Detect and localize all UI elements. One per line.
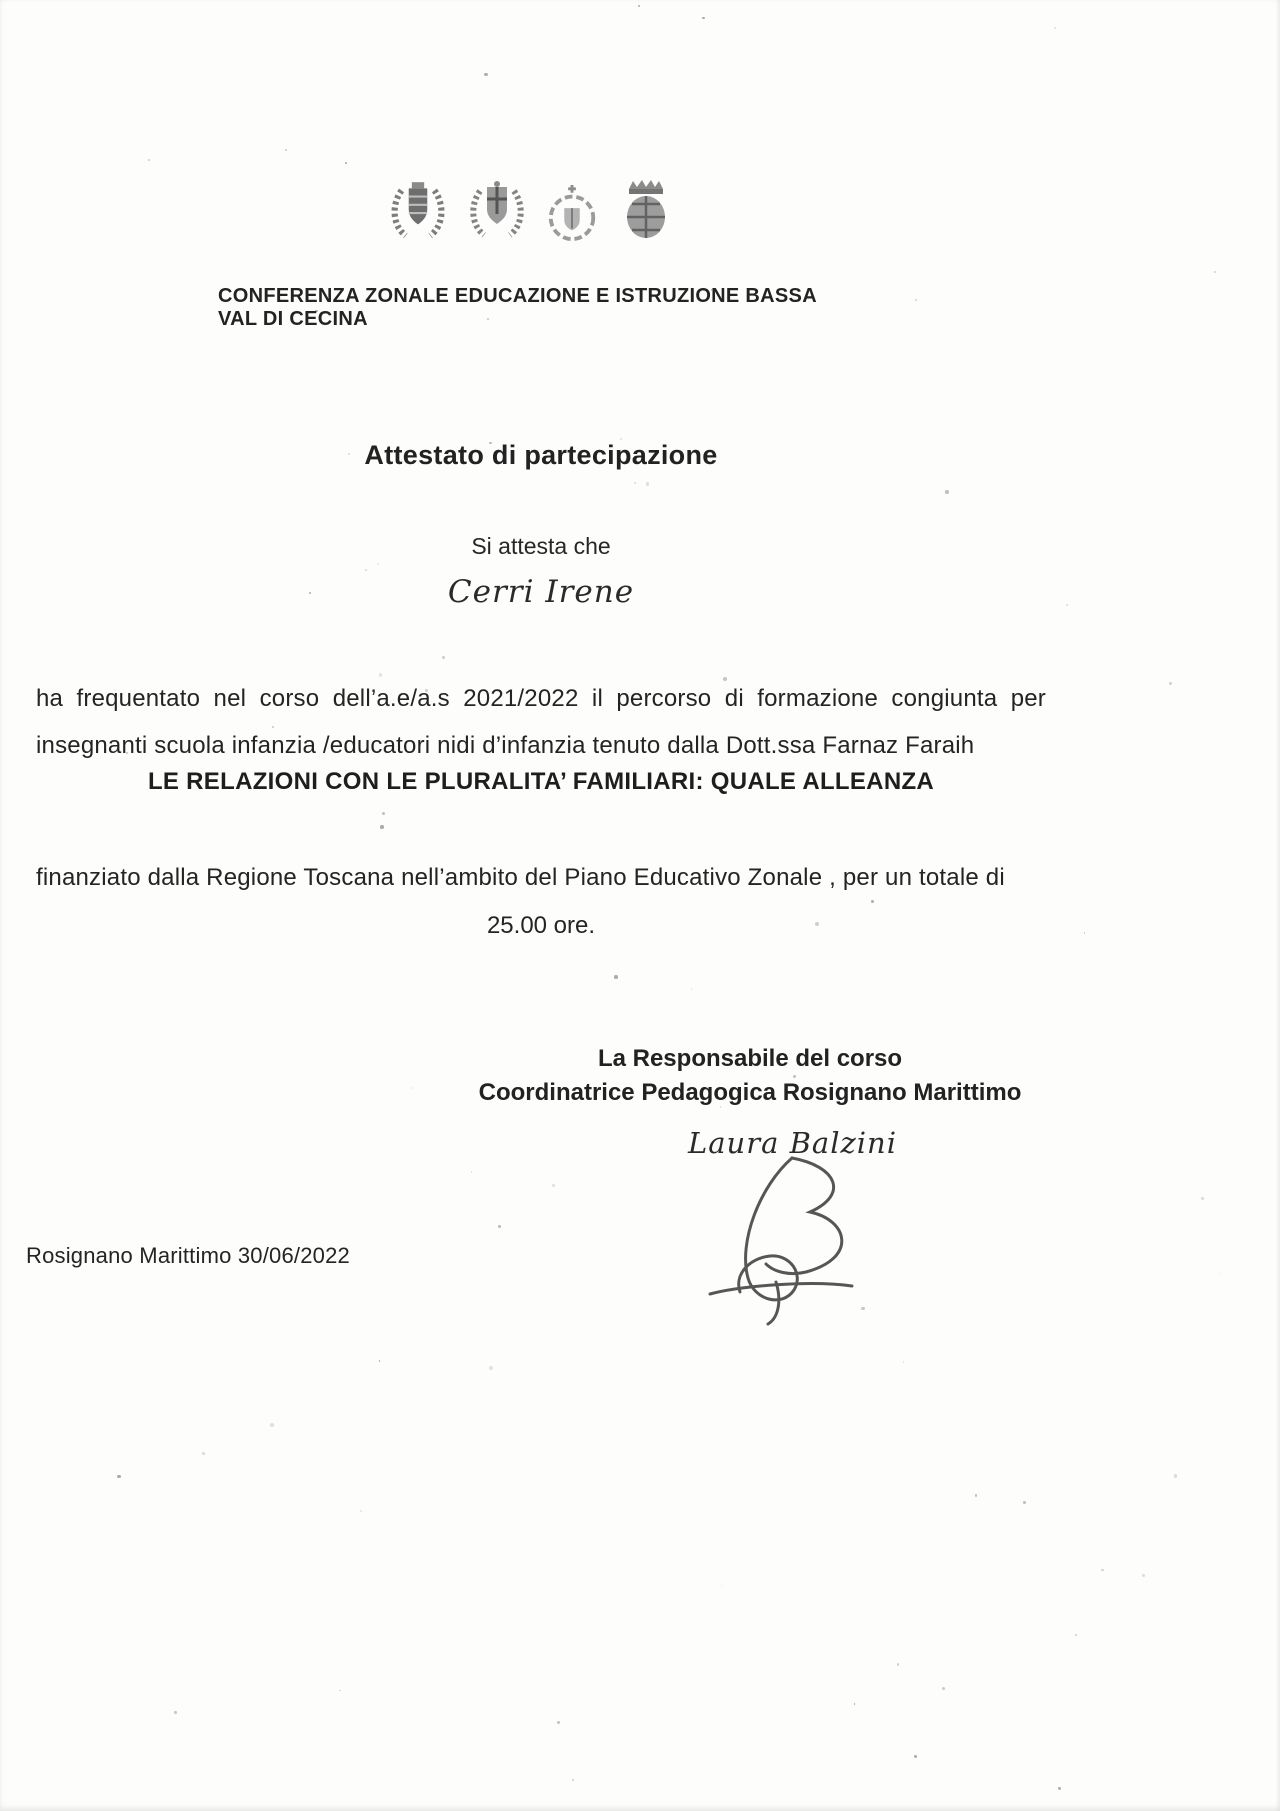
scan-speck: [897, 1663, 900, 1666]
scan-speck: [638, 5, 640, 7]
scan-speck: [1142, 1574, 1145, 1577]
scan-speck: [903, 1361, 905, 1363]
scan-speck: [915, 299, 917, 301]
handwritten-signature-scribble-icon: [690, 1152, 870, 1332]
scan-speck: [572, 1779, 574, 1781]
signature-block: [430, 1042, 1070, 1110]
funding-paragraph: finanziato dalla Regione Toscana nell’ambito del Piano Educativo Zonale , per un totale di: [36, 864, 1005, 891]
scan-speck: [489, 1366, 493, 1370]
recipient-name: Cerri Irene: [447, 574, 635, 610]
scan-speck: [614, 975, 617, 978]
signature-role-line1: La Responsabile del corso: [597, 1045, 903, 1072]
scan-speck: [557, 1721, 560, 1724]
scan-speck: [339, 1690, 341, 1692]
scan-speck: [442, 656, 445, 659]
scan-speck: [1169, 682, 1171, 684]
certificate-body-paragraph: ha frequentato nel corso dell’a.e/a.s 2021/2022 il percorso di formazione congiunta per insegnanti scuola infanzia /educatori nidi d’infanzia tenuto dalla Dott.ssa Farnaz Faraih: [36, 685, 1046, 759]
scan-speck: [471, 1171, 473, 1173]
scan-speck: [1084, 932, 1086, 934]
scan-speck: [285, 149, 287, 151]
crowned-coat-of-arms-icon: [615, 176, 677, 251]
laurel-wreath-shield-icon: [465, 176, 529, 251]
scan-speck: [691, 988, 692, 989]
certificate-title: Attestato di partecipazione: [364, 440, 718, 470]
signature-name: Laura Balzini: [688, 1126, 897, 1160]
scan-speck: [117, 1475, 120, 1478]
scan-speck: [379, 1360, 380, 1361]
scan-speck: [646, 482, 650, 486]
scan-speck: [498, 1225, 501, 1228]
laurel-wreath-coat-of-arms-icon: [385, 176, 451, 251]
organization-title: CONFERENZA ZONALE EDUCAZIONE E ISTRUZIONE BASSA VAL DI CECINA: [218, 285, 817, 330]
scan-speck: [1023, 1501, 1026, 1504]
scan-speck: [552, 1184, 555, 1187]
scan-speck: [1066, 604, 1067, 605]
scan-speck: [634, 482, 636, 484]
scan-speck: [1214, 271, 1216, 273]
scan-speck: [202, 1452, 205, 1455]
course-hours: 25.00 ore.: [486, 912, 596, 939]
scan-speck: [1220, 1273, 1221, 1274]
place-and-date: Rosignano Marittimo 30/06/2022: [26, 1243, 350, 1268]
signature-role-line2: Coordinatrice Pedagogica Rosignano Marittimo: [478, 1079, 1022, 1106]
attestation-intro: Si attesta che: [471, 533, 611, 559]
scan-speck: [942, 1687, 945, 1690]
scan-speck: [914, 1755, 917, 1758]
emblem-row: [385, 176, 677, 251]
scan-speck: [1174, 1474, 1177, 1477]
scan-speck: [854, 1703, 855, 1704]
scan-speck: [484, 73, 488, 77]
scan-speck: [1201, 1197, 1204, 1200]
scan-speck: [1101, 1569, 1103, 1571]
scan-speck: [270, 1423, 274, 1427]
scan-speck: [871, 900, 874, 903]
scan-speck: [360, 1510, 362, 1512]
scan-speck: [1058, 1787, 1060, 1789]
scan-speck: [382, 812, 385, 815]
scan-speck: [380, 825, 384, 829]
scan-speck: [1075, 1634, 1077, 1636]
scan-speck: [148, 159, 150, 161]
scan-speck: [702, 17, 705, 20]
scan-speck: [945, 490, 949, 494]
scan-speck: [1054, 27, 1055, 28]
circular-seal-icon: [543, 180, 601, 251]
scan-speck: [345, 162, 347, 164]
scan-speck: [174, 1711, 176, 1713]
scan-speck: [975, 1494, 977, 1496]
scan-speck: [721, 1585, 723, 1587]
scan-speck: [412, 1087, 414, 1089]
course-title: LE RELAZIONI CON LE PLURALITA’ FAMILIARI: QUALE ALLEANZA: [147, 768, 935, 795]
scan-speck: [365, 569, 367, 571]
scan-speck: [377, 563, 379, 565]
